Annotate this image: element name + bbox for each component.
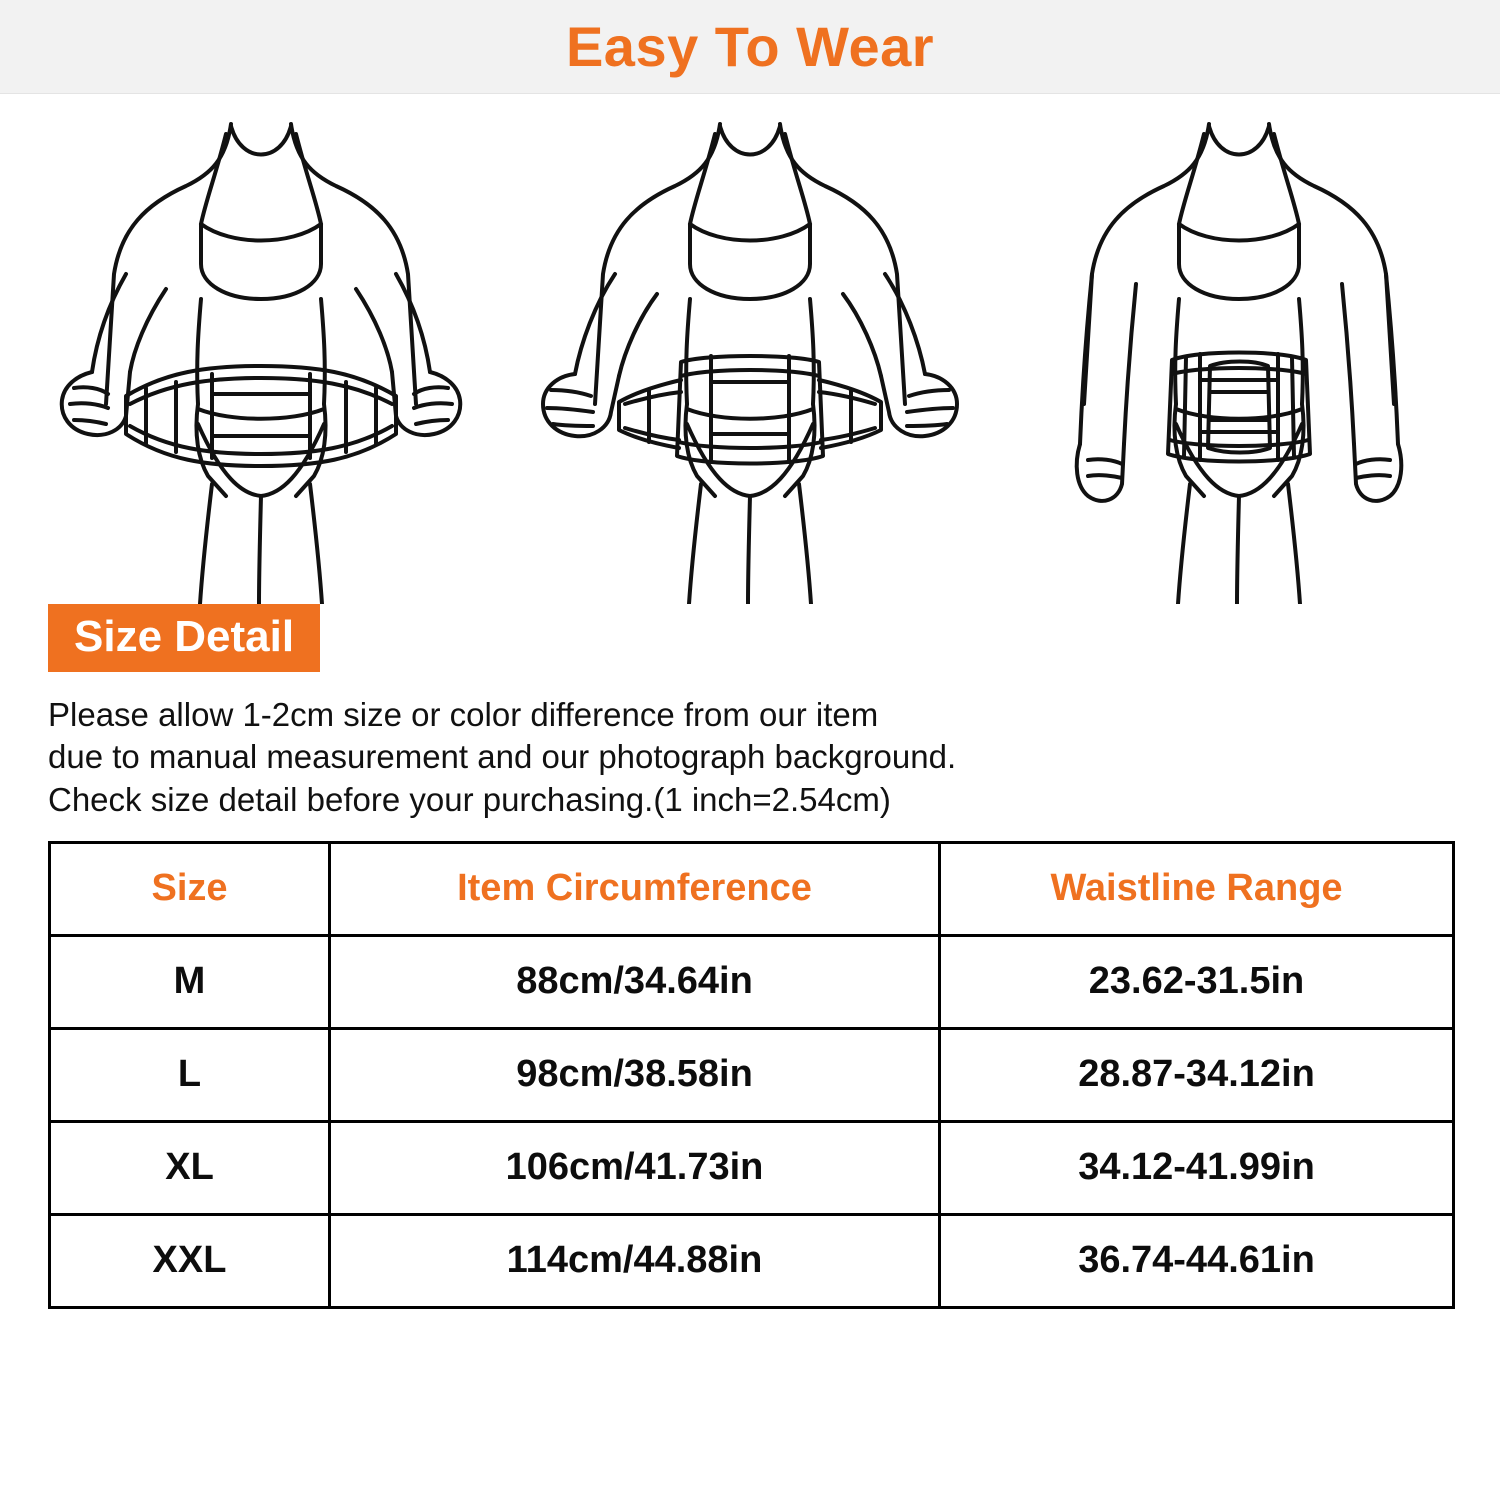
page-title: Easy To Wear — [565, 14, 935, 78]
size-note-line-2: due to manual measurement and our photograph background. — [48, 738, 957, 776]
table-row — [50, 935, 1454, 1028]
table-row — [50, 1121, 1454, 1214]
cell-waistline: 34.12-41.99in — [940, 1121, 1454, 1214]
cell-size: XXL — [50, 1214, 330, 1307]
size-note-line-3: Check size detail before your purchasing.(1 inch=2.54cm) — [48, 780, 891, 818]
cell-circumference: 106cm/41.73in — [330, 1121, 940, 1214]
cell-circumference: 98cm/38.58in — [330, 1028, 940, 1121]
figure-belt-wrapped — [509, 104, 991, 604]
table-header-circumference: Item Circumference — [330, 842, 940, 935]
cell-circumference: 88cm/34.64in — [330, 935, 940, 1028]
cell-size: M — [50, 935, 330, 1028]
cell-waistline: 28.87-34.12in — [940, 1028, 1454, 1121]
table-row — [50, 1028, 1454, 1121]
size-detail-section — [0, 604, 1500, 1309]
size-note-line-1: Please allow 1-2cm size or color difference from our item — [48, 696, 879, 734]
cell-waistline: 36.74-44.61in — [940, 1214, 1454, 1307]
table-header-waistline: Waistline Range — [940, 842, 1454, 935]
size-detail-note — [48, 694, 1452, 821]
cell-size: XL — [50, 1121, 330, 1214]
header-banner — [0, 0, 1500, 94]
size-table — [48, 841, 1455, 1309]
illustration-strip — [0, 94, 1500, 604]
figure-belt-open — [20, 104, 502, 604]
cell-waistline: 23.62-31.5in — [940, 935, 1454, 1028]
table-header-row — [50, 842, 1454, 935]
figure-belt-fastened — [998, 104, 1480, 604]
table-row — [50, 1214, 1454, 1307]
cell-circumference: 114cm/44.88in — [330, 1214, 940, 1307]
size-detail-badge: Size Detail — [48, 604, 320, 672]
table-header-size: Size — [50, 842, 330, 935]
cell-size: L — [50, 1028, 330, 1121]
